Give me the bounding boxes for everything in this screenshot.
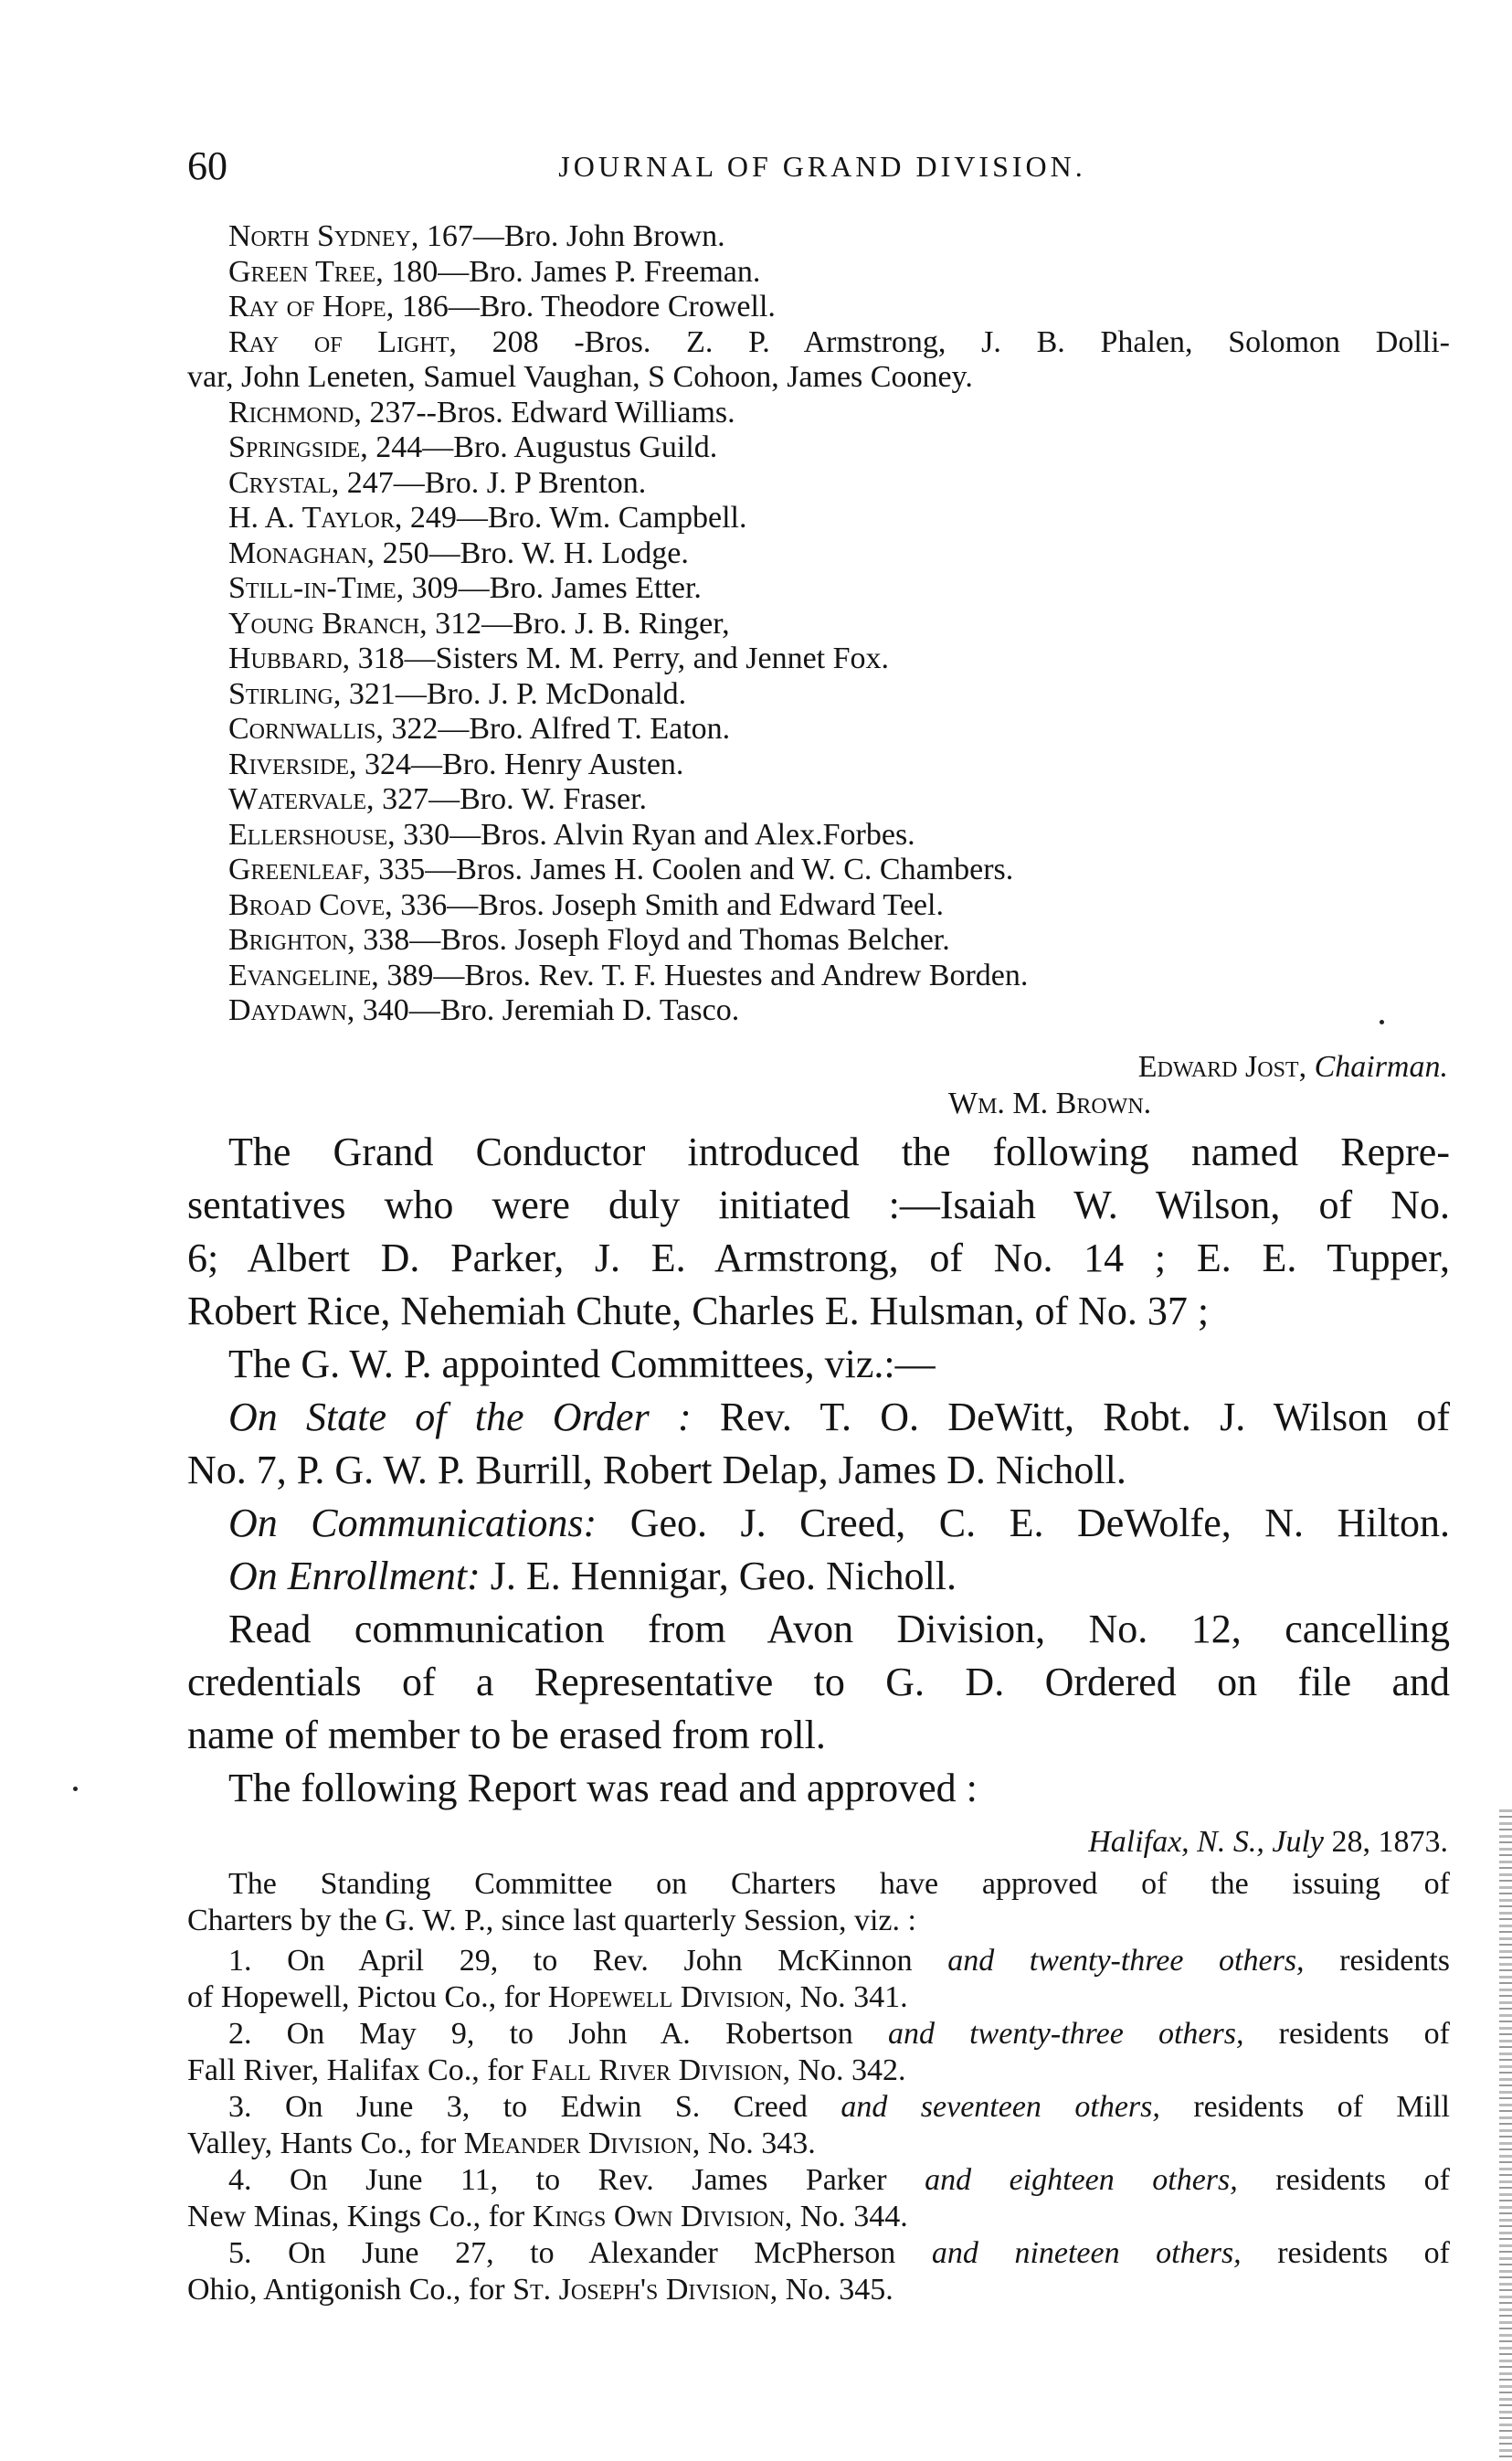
- running-header: [187, 139, 1457, 194]
- charter-text: Fall River, Halifax Co., for: [187, 2053, 532, 2087]
- charter-others: and nineteen others,: [931, 2236, 1242, 2270]
- paragraph-line: The Grand Conductor introduced the following named Repre-: [228, 1130, 1450, 1174]
- charter-text: Ohio, Antigonish Co., for: [187, 2273, 513, 2307]
- division-name: Greenleaf,: [228, 853, 371, 886]
- charter-text: residents of Mill: [1159, 2090, 1450, 2124]
- print-speck: [73, 1787, 78, 1791]
- charter-others: and twenty-three others,: [887, 2017, 1244, 2051]
- division-members: 324—Bro. Henry Austen.: [356, 747, 684, 781]
- division-members: 330—Bros. Alvin Ryan and Alex.Forbes.: [395, 817, 915, 852]
- division-name: Broad Cove,: [228, 887, 393, 922]
- charter-text: 4. On June 11, to Rev. James Parker: [228, 2163, 925, 2197]
- list-item: [228, 325, 1450, 360]
- charter-division: Fall River Division,: [531, 2053, 790, 2087]
- list-item: [228, 642, 889, 676]
- print-speck: [1380, 1020, 1384, 1024]
- division-members: 208 -Bros. Z. P. Armstrong, J. B. Phalen, Solomon Dolli-: [456, 324, 1450, 359]
- list-item: [228, 466, 646, 501]
- list-item: [228, 607, 730, 642]
- division-members: 322—Bro. Alfred T. Eaton.: [383, 712, 731, 746]
- list-item: [228, 853, 1013, 887]
- division-name: H. A. Taylor,: [228, 501, 403, 535]
- committee-communications: On Communications: Geo. J. Creed, C. E. DeWolfe, N. Hilton.: [228, 1501, 1451, 1545]
- list-item: [228, 993, 739, 1028]
- division-members: 318—Sisters M. M. Perry, and Jennet Fox.: [350, 642, 890, 675]
- charter-division: St. Joseph's Division,: [513, 2273, 778, 2307]
- list-item: [228, 396, 735, 430]
- division-name: Ray of Hope,: [228, 290, 395, 324]
- division-members: 167—Bro. John Brown.: [418, 219, 725, 253]
- charter-text: 5. On June 27, to Alexander McPherson: [228, 2236, 932, 2270]
- division-name: Hubbard,: [228, 642, 351, 675]
- list-item: [228, 818, 915, 853]
- charter-text: 3. On June 3, to Edwin S. Creed: [228, 2090, 841, 2124]
- charter-item-cont: [187, 2199, 908, 2235]
- division-members: 389—Bros. Rev. T. F. Huestes and Andrew Borden.: [378, 958, 1029, 992]
- division-name: Springside,: [228, 430, 368, 464]
- division-name: Daydawn,: [228, 993, 355, 1027]
- list-item: [228, 959, 1028, 993]
- list-item: [228, 290, 776, 324]
- division-name: Brighton,: [228, 923, 355, 957]
- division-members: 336—Bros. Joseph Smith and Edward Teel.: [392, 887, 944, 922]
- paragraph-report-approved: The following Report was read and approved :: [228, 1766, 978, 1810]
- charter-item: [228, 1943, 1450, 1979]
- division-members: 237--Bros. Edward Williams.: [361, 395, 735, 430]
- charter-text: residents of: [1237, 2163, 1450, 2197]
- division-members: 335—Bros. James H. Coolen and W. C. Chambers.: [370, 853, 1014, 886]
- charter-division: Hopewell Division,: [547, 1980, 793, 2014]
- charter-text: New Minas, Kings Co., for: [187, 2200, 533, 2233]
- division-name: Cornwallis,: [228, 712, 384, 746]
- list-item: [228, 782, 647, 817]
- list-item: [228, 430, 717, 465]
- division-members: 340—Bro. Jeremiah D. Tasco.: [354, 993, 740, 1027]
- division-name: Riverside,: [228, 747, 357, 781]
- charter-item: [228, 2235, 1450, 2272]
- charter-item: [228, 2162, 1450, 2199]
- signature-second: Wm. M. Brown.: [948, 1087, 1152, 1120]
- division-name: Ellershouse,: [228, 817, 396, 852]
- running-title: JOURNAL OF GRAND DIVISION.: [558, 150, 1086, 183]
- charter-item: [228, 2089, 1450, 2126]
- charter-others: and seventeen others,: [841, 2090, 1160, 2124]
- division-members: var, John Leneten, Samuel Vaughan, S Cohoon, James Cooney.: [187, 360, 973, 394]
- division-members: 180—Bro. James P. Freeman.: [383, 254, 761, 289]
- list-item: [228, 677, 686, 712]
- committee-state-of-order-cont: No. 7, P. G. W. P. Burrill, Robert Delap, James D. Nicholl.: [187, 1448, 1126, 1492]
- division-members: 338—Bros. Joseph Floyd and Thomas Belcher.: [354, 923, 950, 957]
- charter-text: No. 343.: [700, 2127, 816, 2160]
- division-members: 247—Bro. J. P Brenton.: [339, 465, 647, 500]
- paragraph-line: Read communication from Avon Division, No. 12, cancelling: [228, 1607, 1450, 1651]
- division-name: Evangeline,: [228, 958, 379, 992]
- list-item: [228, 748, 683, 782]
- division-name: Ray of Light,: [228, 324, 457, 359]
- charter-text: No. 344.: [792, 2200, 908, 2233]
- list-item: [228, 255, 760, 290]
- division-members: 309—Bro. James Etter.: [404, 571, 702, 605]
- charter-text: residents of: [1243, 2017, 1451, 2051]
- committee-state-of-order: On State of the Order : Rev. T. O. DeWitt, Robt. J. Wilson of: [228, 1395, 1450, 1439]
- paragraph-line: Robert Rice, Nehemiah Chute, Charles E. Hulsman, of No. 37 ;: [187, 1289, 1210, 1333]
- list-item: [228, 888, 944, 923]
- division-members: 249—Bro. Wm. Campbell.: [402, 501, 747, 535]
- charter-item-cont: [187, 2126, 816, 2162]
- division-members: 250—Bro. W. H. Lodge.: [375, 536, 689, 570]
- division-members: 186—Bro. Theodore Crowell.: [394, 290, 776, 324]
- division-members: 321—Bro. J. P. McDonald.: [341, 676, 687, 711]
- charter-others: and eighteen others,: [925, 2163, 1238, 2197]
- division-name: Green Tree,: [228, 254, 384, 289]
- charter-item: [228, 2016, 1450, 2053]
- charter-division: Meander Division,: [463, 2127, 701, 2160]
- paragraph-line: sentatives who were duly initiated :—Isaiah W. Wilson, of No.: [187, 1183, 1450, 1227]
- report-dateline: Halifax, N. S., July 28, 1873.: [1088, 1825, 1448, 1859]
- paragraph-line: credentials of a Representative to G. D. Ordered on file and: [187, 1660, 1450, 1704]
- signature-chairman: Edward Jost, Chairman.: [1137, 1050, 1448, 1084]
- charter-text: No. 342.: [789, 2053, 906, 2087]
- list-item: [228, 923, 950, 958]
- page-edge-shadow: [1499, 1809, 1512, 2461]
- division-name: Crystal,: [228, 465, 340, 500]
- charter-text: residents of: [1241, 2236, 1450, 2270]
- charter-text: 1. On April 29, to Rev. John McKinnon: [228, 1944, 948, 1978]
- charter-item-cont: [187, 1979, 908, 2016]
- page-number: 60: [187, 143, 227, 188]
- division-name: Watervale,: [228, 782, 375, 816]
- division-name: Monaghan,: [228, 536, 375, 570]
- committee-enrollment: On Enrollment: J. E. Hennigar, Geo. Nicholl.: [228, 1554, 957, 1598]
- charter-item-cont: [187, 2272, 893, 2308]
- division-name: North Sydney,: [228, 219, 419, 253]
- charter-text: Valley, Hants Co., for: [187, 2127, 464, 2160]
- division-name: Richmond,: [228, 395, 362, 430]
- paragraph-line: name of member to be erased from roll.: [187, 1713, 826, 1757]
- charter-text: of Hopewell, Pictou Co., for: [187, 1980, 548, 2014]
- division-members: 327—Bro. W. Fraser.: [374, 782, 648, 816]
- paragraph-line: 6; Albert D. Parker, J. E. Armstrong, of No. 14 ; E. E. Tupper,: [187, 1236, 1450, 1280]
- charter-text: residents: [1304, 1944, 1451, 1978]
- paragraph-committees: The G. W. P. appointed Committees, viz.:—: [228, 1342, 936, 1386]
- division-members: 312—Bro. J. B. Ringer,: [427, 606, 730, 641]
- division-members: 244—Bro. Augustus Guild.: [367, 430, 718, 464]
- list-item: [228, 712, 730, 747]
- list-item: [228, 536, 689, 571]
- division-name: Stirling,: [228, 676, 342, 711]
- report-intro-line: The Standing Committee on Charters have approved of the issuing of: [228, 1867, 1450, 1901]
- list-item: [187, 360, 973, 395]
- charter-item-cont: [187, 2053, 906, 2089]
- list-item: [228, 501, 746, 536]
- division-name: Still-in-Time,: [228, 571, 405, 605]
- charter-text: 2. On May 9, to John A. Robertson: [228, 2017, 888, 2051]
- report-intro-line: Charters by the G. W. P., since last quarterly Session, viz. :: [187, 1904, 916, 1937]
- list-item: [228, 571, 702, 606]
- division-name: Young Branch,: [228, 606, 428, 641]
- charter-division: Kings Own Division,: [532, 2200, 793, 2233]
- charter-others: and twenty-three others,: [947, 1944, 1305, 1978]
- charter-text: No. 345.: [777, 2273, 893, 2307]
- charter-text: No. 341.: [792, 1980, 908, 2014]
- list-item: [228, 219, 725, 254]
